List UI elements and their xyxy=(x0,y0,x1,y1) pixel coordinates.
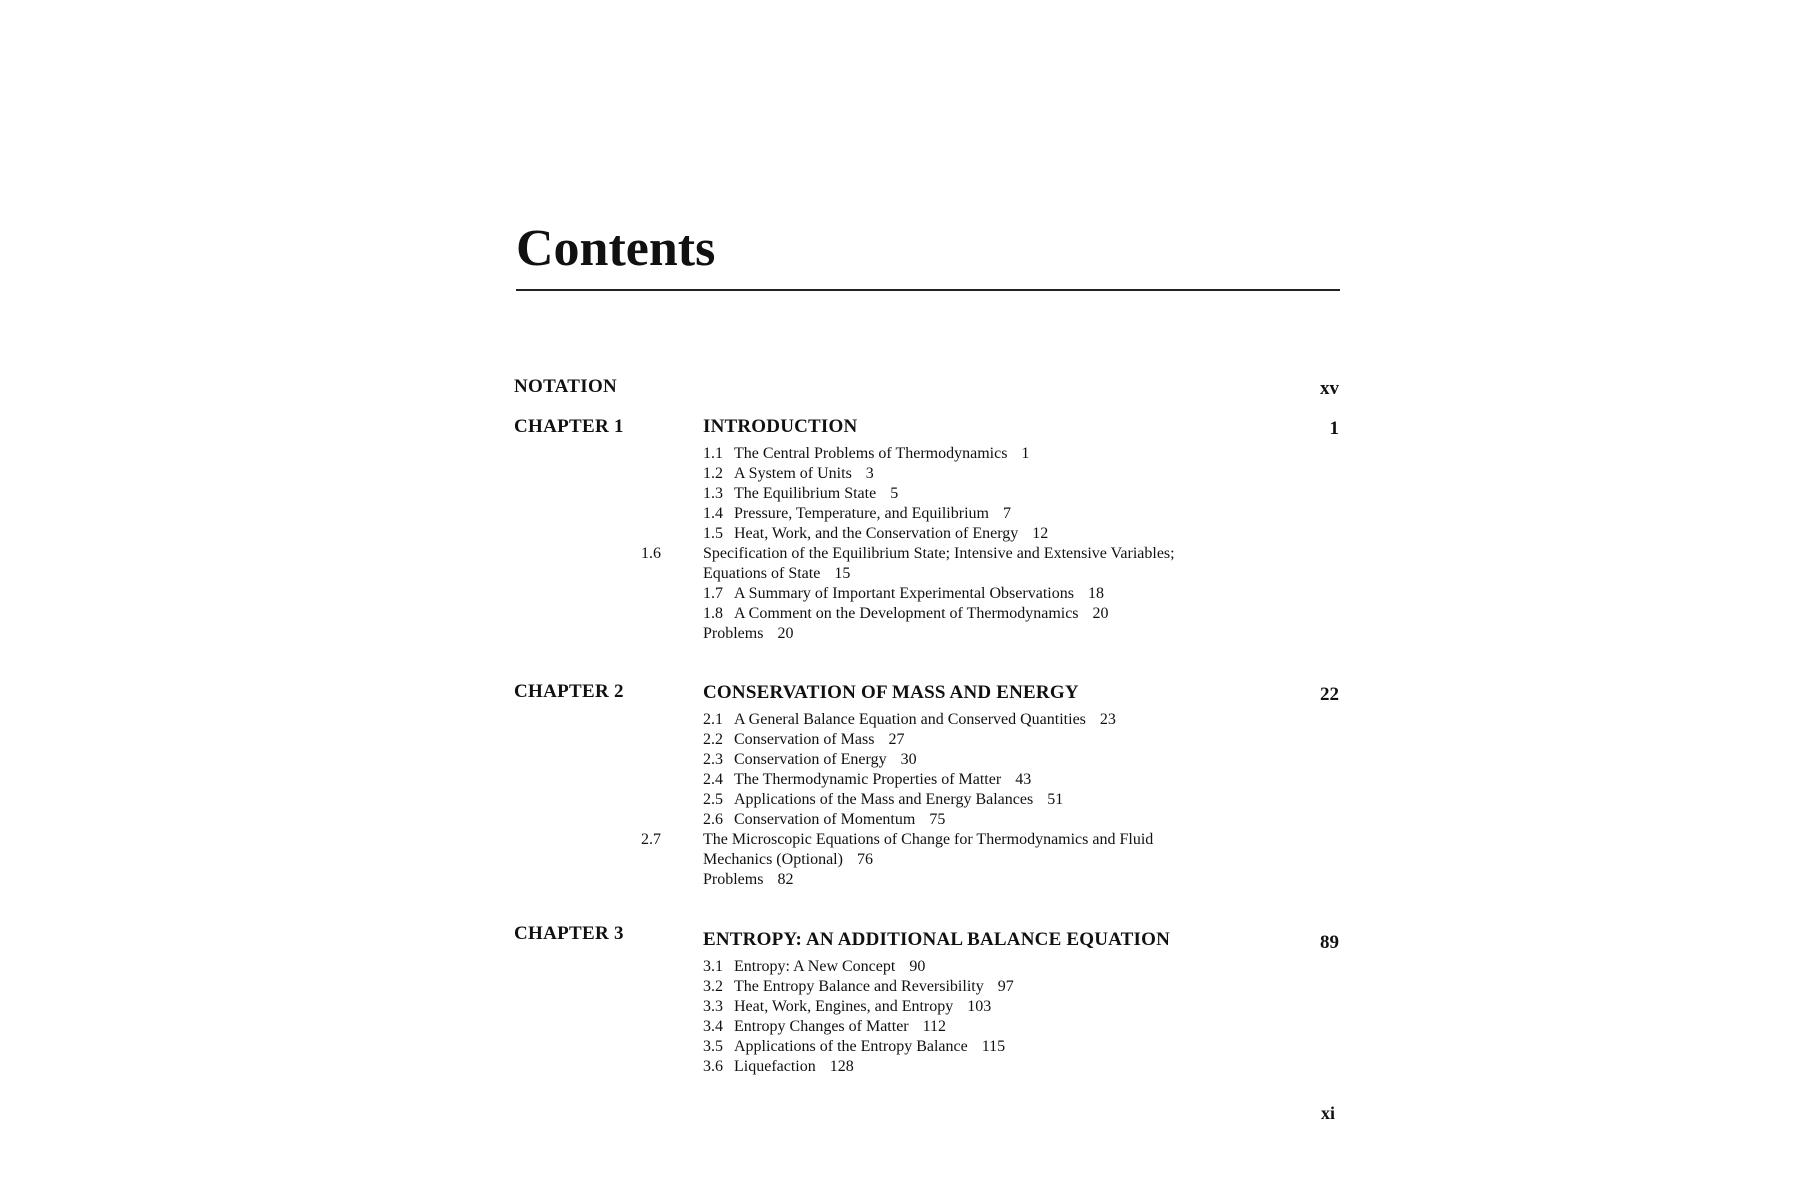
toc-entry[interactable] xyxy=(703,604,1223,624)
chapter-2-sections xyxy=(641,710,1223,890)
section-title: A System of Units xyxy=(734,465,852,482)
section-number: 3.6 xyxy=(703,1058,723,1075)
chapter-3-page: 89 xyxy=(1320,932,1339,953)
section-title: Applications of the Entropy Balance xyxy=(734,1038,968,1055)
section-title: A General Balance Equation and Conserved Quantities xyxy=(734,711,1086,728)
section-title: The Entropy Balance and Reversibility xyxy=(734,978,984,995)
section-title: Heat, Work, and the Conservation of Energy xyxy=(734,525,1019,542)
section-number: 2.3 xyxy=(703,751,723,768)
toc-entry[interactable] xyxy=(703,584,1223,604)
section-title: Heat, Work, Engines, and Entropy xyxy=(734,998,954,1015)
section-page: 90 xyxy=(909,958,926,975)
section-title: Applications of the Mass and Energy Balances xyxy=(734,791,1034,808)
section-number: 3.1 xyxy=(703,958,723,975)
chapter-2-label: CHAPTER 2 xyxy=(514,681,624,702)
toc-entry[interactable] xyxy=(703,957,1014,977)
section-page: 5 xyxy=(890,485,899,502)
section-number: 1.8 xyxy=(703,605,723,622)
toc-entry[interactable] xyxy=(703,750,1223,770)
section-number: 1.3 xyxy=(703,485,723,502)
section-title: Specification of the Equilibrium State; Intensive and Extensive Variables; Equations of State xyxy=(703,545,1175,582)
section-number: 3.4 xyxy=(703,1018,723,1035)
problems-label: Problems xyxy=(703,625,764,642)
notation-page: xv xyxy=(1320,378,1339,399)
section-number: 1.1 xyxy=(703,445,723,462)
section-number: 2.1 xyxy=(703,711,723,728)
toc-entry[interactable] xyxy=(703,997,1014,1017)
section-page: 112 xyxy=(922,1018,947,1035)
chapter-2-page: 22 xyxy=(1320,684,1339,705)
section-page: 15 xyxy=(834,565,851,582)
section-page: 1 xyxy=(1021,445,1030,462)
section-page: 51 xyxy=(1047,791,1064,808)
section-page: 7 xyxy=(1002,505,1011,522)
section-title: Conservation of Energy xyxy=(734,751,887,768)
chapter-1-page: 1 xyxy=(1329,418,1339,439)
toc-entry[interactable] xyxy=(703,1037,1014,1057)
section-page: 18 xyxy=(1087,585,1104,602)
section-title: Liquefaction xyxy=(734,1058,816,1075)
chapter-1-title: INTRODUCTION xyxy=(703,416,858,437)
toc-entry[interactable] xyxy=(703,790,1223,810)
section-page: 20 xyxy=(1092,605,1109,622)
section-number: 3.5 xyxy=(703,1038,723,1055)
toc-entry[interactable] xyxy=(703,464,1223,484)
toc-entry[interactable] xyxy=(703,810,1223,830)
section-number: 1.6 xyxy=(641,545,661,562)
toc-entry[interactable] xyxy=(703,484,1223,504)
section-title: Entropy: A New Concept xyxy=(734,958,896,975)
chapter-3-title: ENTROPY: AN ADDITIONAL BALANCE EQUATION xyxy=(703,929,1171,950)
section-title: The Microscopic Equations of Change for Thermodynamics and Fluid Mechanics (Optional) xyxy=(703,831,1154,868)
title-rule xyxy=(516,289,1340,291)
section-number: 1.7 xyxy=(703,585,723,602)
toc-entry[interactable] xyxy=(703,730,1223,750)
page-folio: xi xyxy=(1320,1103,1335,1123)
section-page: 97 xyxy=(997,978,1014,995)
toc-entry[interactable] xyxy=(703,504,1223,524)
section-page: 128 xyxy=(829,1058,854,1075)
toc-entry[interactable] xyxy=(641,544,1223,584)
problems-label: Problems xyxy=(703,871,764,888)
problems-page: 82 xyxy=(777,871,794,888)
toc-entry[interactable] xyxy=(703,977,1014,997)
section-page: 30 xyxy=(900,751,917,768)
section-page: 23 xyxy=(1099,711,1116,728)
toc-entry[interactable] xyxy=(703,710,1223,730)
toc-entry[interactable] xyxy=(703,1057,1014,1077)
section-page: 43 xyxy=(1015,771,1032,788)
section-page: 75 xyxy=(929,811,946,828)
section-number: 3.3 xyxy=(703,998,723,1015)
toc-entry[interactable] xyxy=(703,770,1223,790)
chapter-1-label: CHAPTER 1 xyxy=(514,416,624,437)
chapter-3-label: CHAPTER 3 xyxy=(514,923,624,944)
section-page: 3 xyxy=(865,465,874,482)
toc-entry[interactable] xyxy=(703,524,1223,544)
chapter-1-sections xyxy=(641,444,1223,644)
section-number: 2.4 xyxy=(703,771,723,788)
toc-entry[interactable] xyxy=(703,444,1223,464)
section-title: The Central Problems of Thermodynamics xyxy=(734,445,1008,462)
toc-entry[interactable] xyxy=(703,1017,1014,1037)
toc-entry[interactable] xyxy=(641,830,1223,870)
section-title: Conservation of Mass xyxy=(734,731,875,748)
section-title: Entropy Changes of Matter xyxy=(734,1018,909,1035)
section-page: 27 xyxy=(888,731,905,748)
section-number: 1.2 xyxy=(703,465,723,482)
toc-problems-entry[interactable] xyxy=(703,870,1223,890)
toc-problems-entry[interactable] xyxy=(703,624,1223,644)
notation-label: NOTATION xyxy=(514,376,618,397)
chapter-3-sections xyxy=(703,957,1014,1077)
problems-page: 20 xyxy=(777,625,794,642)
section-number: 2.2 xyxy=(703,731,723,748)
section-number: 1.4 xyxy=(703,505,723,522)
section-page: 103 xyxy=(967,998,992,1015)
section-title: A Comment on the Development of Thermodynamics xyxy=(734,605,1079,622)
section-title: A Summary of Important Experimental Observations xyxy=(734,585,1074,602)
chapter-2-title: CONSERVATION OF MASS AND ENERGY xyxy=(703,682,1079,703)
page-title: Contents xyxy=(516,220,716,277)
section-page: 76 xyxy=(856,851,873,868)
section-title: Pressure, Temperature, and Equilibrium xyxy=(734,505,989,522)
section-number: 3.2 xyxy=(703,978,723,995)
section-number: 2.6 xyxy=(703,811,723,828)
section-title: Conservation of Momentum xyxy=(734,811,916,828)
section-page: 12 xyxy=(1032,525,1049,542)
section-number: 2.7 xyxy=(641,831,661,848)
section-title: The Thermodynamic Properties of Matter xyxy=(734,771,1002,788)
section-title: The Equilibrium State xyxy=(734,485,877,502)
section-page: 115 xyxy=(981,1038,1006,1055)
section-number: 2.5 xyxy=(703,791,723,808)
section-number: 1.5 xyxy=(703,525,723,542)
